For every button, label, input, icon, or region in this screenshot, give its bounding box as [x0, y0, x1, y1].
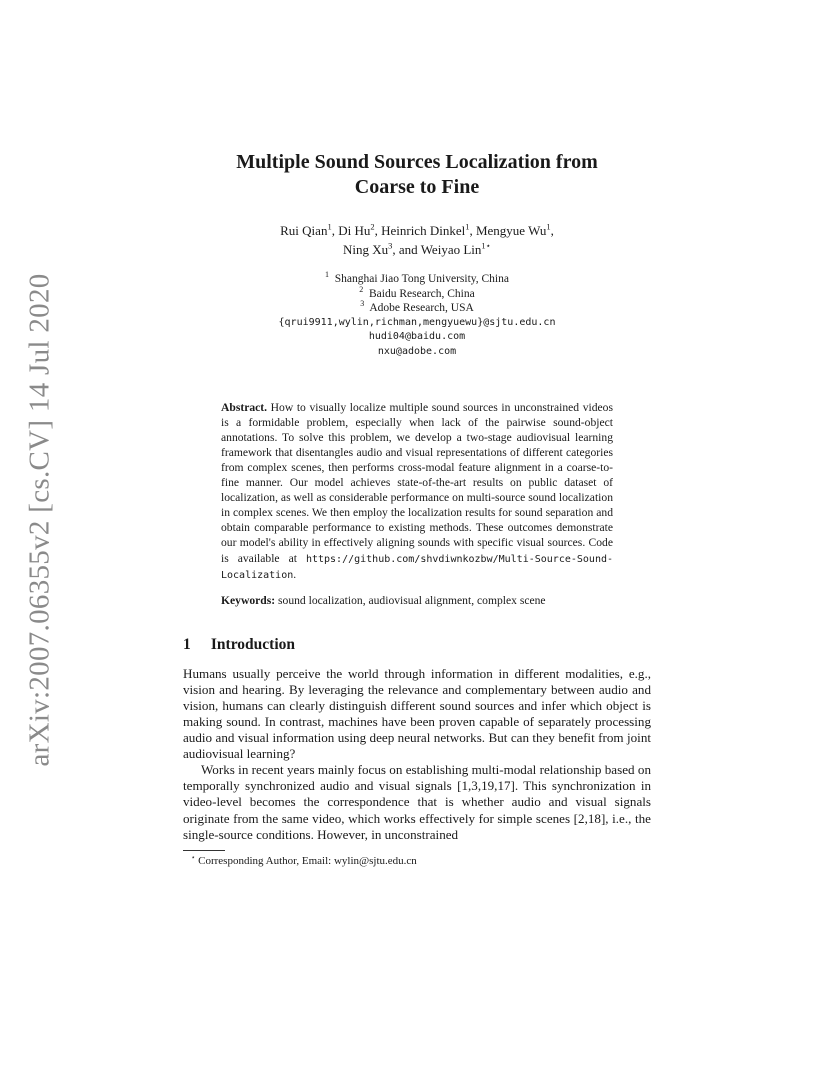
paper-title [183, 150, 651, 200]
affiliation: $^1$ Shanghai Jiao Tong University, China [325, 270, 509, 285]
abstract-label: Abstract. [221, 400, 268, 414]
keywords-text: sound localization, audiovisual alignment, complex scene [278, 593, 546, 607]
author: Ning Xu$^3$ [343, 240, 393, 257]
arxiv-stamp [16, 273, 64, 767]
author-list: Rui Qian$^1$, Di Hu$^2$, Heinrich Dinkel$^1$, Mengyue Wu$^1$, Ning Xu$^3$, and Weiyao Lin$^{1⋆}$ [280, 221, 554, 257]
keywords [221, 593, 613, 608]
body-text [183, 666, 651, 843]
affiliation: $^3$ Adobe Research, USA [360, 299, 474, 315]
email: nxu@adobe.com [377, 345, 457, 357]
section-title: Introduction [210, 635, 295, 653]
abstract-text: How to visually localize multiple sound sources in unconstrained videos is a formidable problem, especially when lack of the pairwise sound-object annotations. To solve this problem, we develop a two-stage audiovisual learning framework that disentangles audio and visual representations of different categories from complex scenes, then performs cross-modal feature alignment in a coarse-to-fine manner. Our model achieves state-of-the-art results on public dataset of localization, as well as considerable performance on multi-source sound localization in complex scenes. We then employ the localization results for sound separation and obtain comparable performance to existing methods. These outcomes demonstrate our model's ability in effectively aligning sounds with specific visual sources. Code is available at [221, 400, 613, 565]
footnote-marker: ⋆ [191, 853, 196, 862]
author: Heinrich Dinkel$^1$ [381, 221, 470, 238]
paragraph: Humans usually perceive the world through information in different modalities, e.g., vision and hearing. By leveraging the relevance and complementary between audio and vision, humans can clearly distinguish different sound sources and infer which object is making sound. In contrast, machines have been proven capable of separately processing audio and visual information using deep neural networks. But can they benefit from joint audiovisual learning? [183, 665, 651, 762]
author: Weiyao Lin$^{1⋆}$ [420, 240, 491, 257]
author: Rui Qian$^1$ [280, 221, 332, 238]
paragraph: Works in recent years mainly focus on establishing multi-modal relationship based on temporally synchronized audio and visual signals [1,3,19,17]. This synchronization in video-level becomes the correspondence that is whether audio and visual signals originate from the same video, which works effectively for simple scenes [2,18], i.e., the single-source conditions. However, in unconstrained [183, 762, 651, 842]
affiliation: $^2$ Baidu Research, China [359, 284, 475, 300]
email: hudi04@baidu.com [368, 331, 466, 343]
keywords-label: Keywords: [221, 593, 276, 607]
footnote-rule [183, 850, 225, 851]
paper-page [183, 150, 651, 868]
arxiv-identifier: arXiv:2007.06355v2 [cs.CV] 14 Jul 2020 [23, 273, 56, 767]
section-number: 1 [183, 635, 191, 653]
affiliations [183, 272, 651, 360]
author: Mengyue Wu$^1$ [475, 221, 551, 238]
email: {qrui9911,wylin,richman,mengyuewu}@sjtu.edu.cn [278, 316, 556, 328]
abstract: Abstract. How to visually localize multiple sound sources in unconstrained videos is a formidable problem, especially when lack of the pairwise sound-object annotations. To solve this problem, we develop a two-stage audiovisual learning framework that disentangles audio and visual representations of different categories from complex scenes, then performs cross-modal feature alignment in a coarse-to-fine manner. Our model achieves state-of-the-art results on public dataset of localization, as well as considerable performance on multi-source sound localization in complex scenes. We then employ the localization results for sound separation and obtain comparable performance to existing methods. These outcomes demonstrate our model's ability in effectively aligning sounds with specific visual sources. Code is available at https://github.com/shvdiwnkozbw/Multi-Source-Sound-Localization. [221, 400, 613, 581]
section-heading [183, 635, 651, 655]
footnote [183, 854, 651, 868]
title-line-1: Multiple Sound Sources Localization from [236, 151, 598, 173]
title-line-2: Coarse to Fine [354, 176, 480, 198]
footnote-text: Corresponding Author, Email: wylin@sjtu.edu.cn [198, 854, 417, 867]
author: Di Hu$^2$ [338, 221, 375, 238]
code-link[interactable]: https://github.com/shvdiwnkozbw/Multi-Source-Sound-Localization [221, 553, 613, 581]
